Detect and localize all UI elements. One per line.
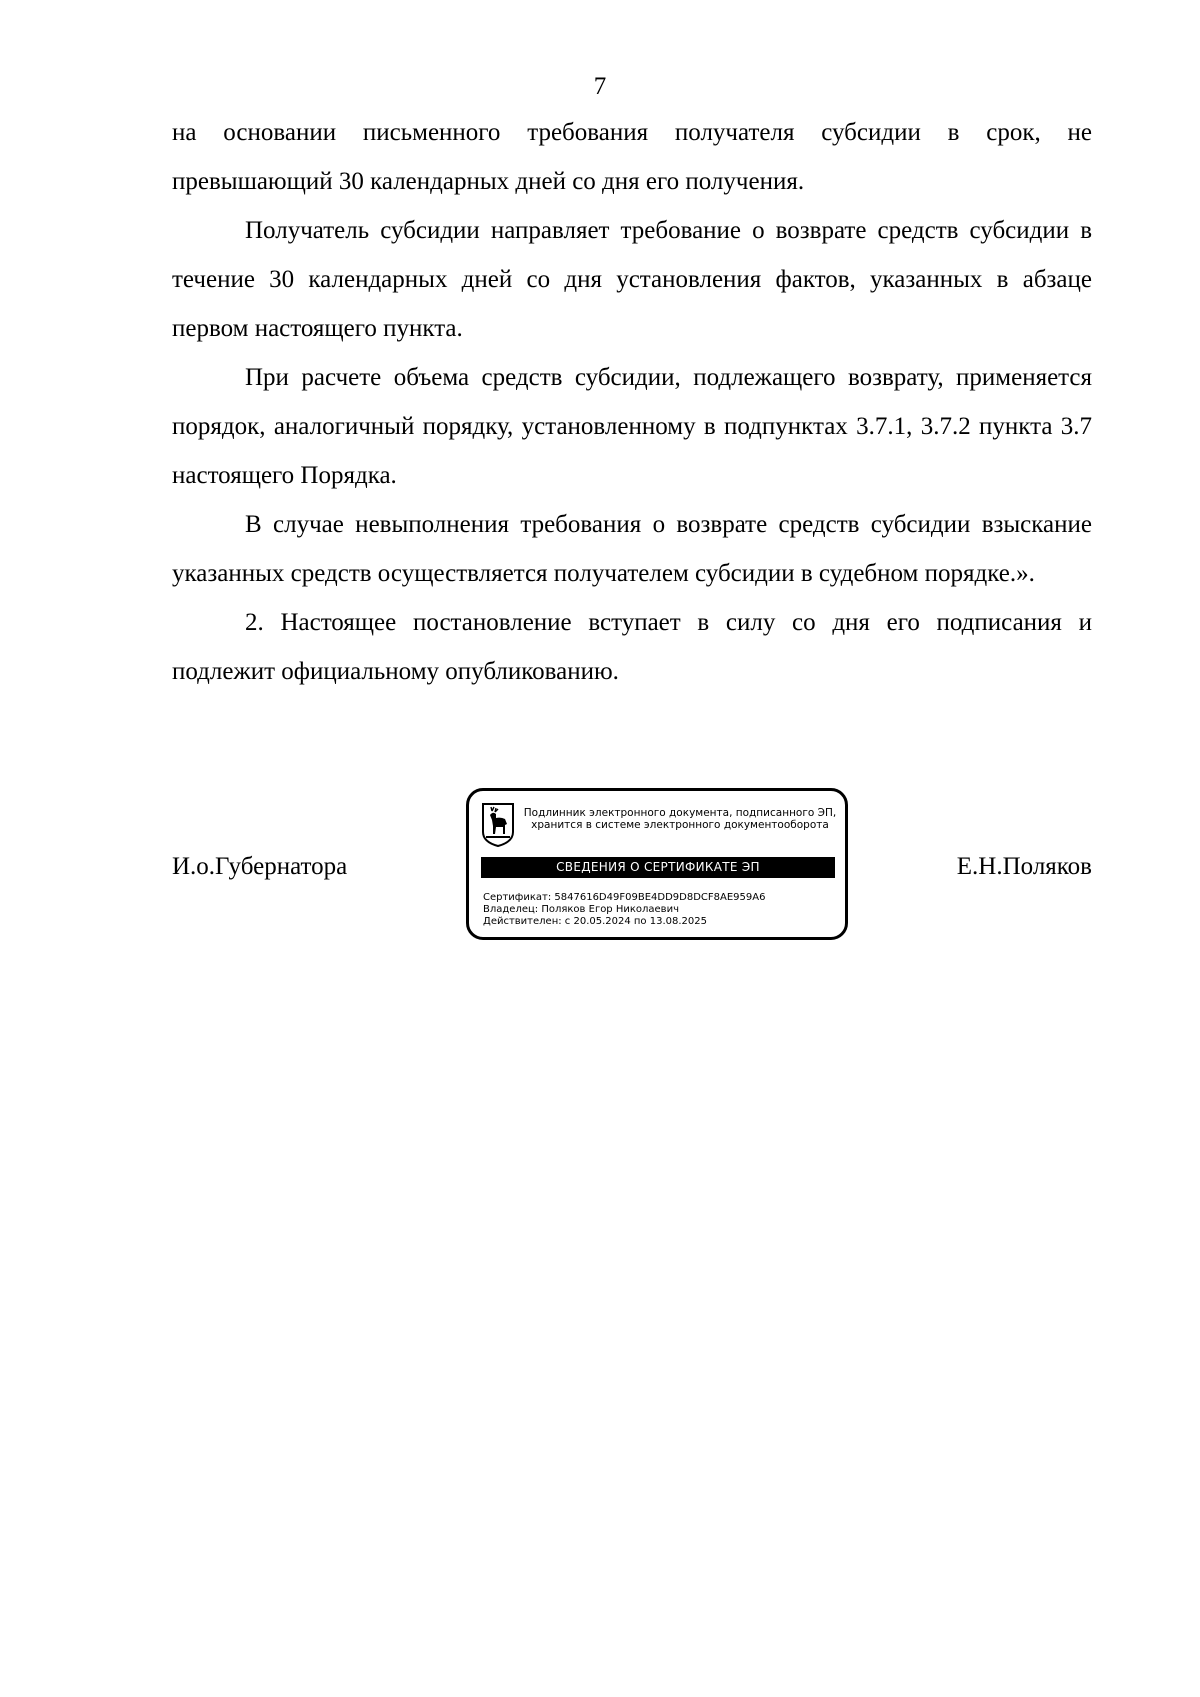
electronic-signature-stamp: [466, 788, 848, 940]
paragraph-3: [172, 353, 1092, 402]
stamp-header: Подлинник электронного документа, подписанного ЭП, хранится в системе электронного документооборота: [523, 807, 837, 831]
paragraph-5: 2. Настоящее постановление вступает в силу со дня его подписания и подлежит официальному опубликованию.: [172, 609, 1092, 685]
paragraph-4: В случае невыполнения требования о возврате средств субсидии взыскание указанных средств осуществляется получателем субсидии в судебном порядке.».: [172, 511, 1092, 587]
page-number: 7: [593, 73, 607, 100]
coat-of-arms-icon: [481, 802, 515, 848]
signatory-name: Е.Н.Поляков: [956, 853, 1092, 880]
paragraph-2: Получатель субсидии направляет требование о возврате средств субсидии в течение 30 календарных дней со дня установления фактов, указанных в абзаце первом настоящего пункта.: [172, 217, 1092, 342]
certificate-validity: Действителен: с 20.05.2024 по 13.08.2025: [483, 916, 707, 927]
stamp-details: [483, 892, 765, 928]
paragraph-1: на основании письменного требования получателя субсидии в срок, не превышающий 30 календарных дней со дня его получения.: [172, 119, 1092, 195]
certificate-number: Сертификат: 5847616D49F09BE4DD9D8DCF8AE959A6: [483, 892, 766, 903]
certificate-owner: Владелец: Поляков Егор Николаевич: [483, 904, 679, 915]
document-body: [172, 108, 1092, 696]
paragraph-3-text: При расчете объема средств субсидии, подлежащего возврату, применяется: [245, 364, 1092, 391]
paragraph-3-continuation: порядок, аналогичный порядку, установленному в подпунктах 3.7.1, 3.7.2 пункта 3.7 настоящего Порядка.: [172, 413, 1092, 489]
signatory-position: И.о.Губернатора: [172, 853, 348, 880]
stamp-title-bar: СВЕДЕНИЯ О СЕРТИФИКАТЕ ЭП: [481, 857, 835, 878]
